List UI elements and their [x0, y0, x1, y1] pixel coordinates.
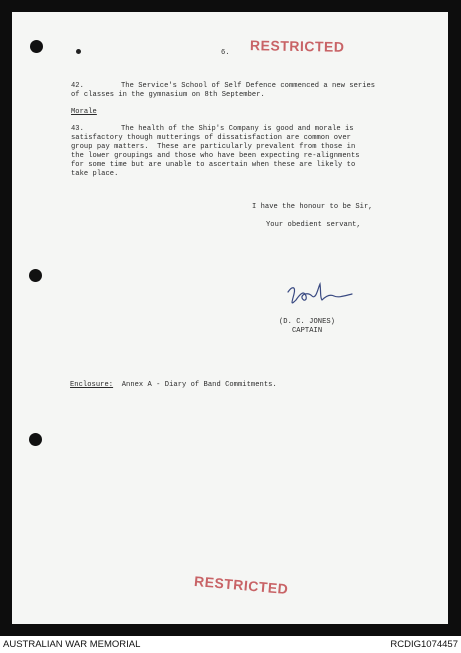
para43-number: 43.: [71, 125, 84, 133]
punch-hole: [30, 40, 43, 53]
restricted-stamp-bottom: RESTRICTED: [193, 572, 289, 598]
para43-line: the lower groupings and those who have been expecting re-alignments: [71, 152, 360, 160]
para43-line: take place.: [71, 170, 119, 178]
restricted-stamp-top: RESTRICTED: [249, 37, 345, 55]
document-page: [12, 12, 448, 624]
para42-line: of classes in the gymnasium on 8th September.: [71, 91, 265, 99]
para43-line: The health of the Ship's Company is good and morale is: [121, 125, 354, 133]
signatory-title: CAPTAIN: [292, 327, 323, 335]
punch-hole: [29, 269, 42, 282]
enclosure-label: Enclosure:: [70, 381, 114, 389]
footer-institution: AUSTRALIAN WAR MEMORIAL: [3, 639, 141, 650]
page-number: 6.: [221, 49, 230, 57]
punch-hole: [29, 433, 42, 446]
signature: [284, 280, 356, 310]
closing-line: Your obedient servant,: [266, 221, 361, 229]
enclosure-text: Annex A - Diary of Band Commitments.: [121, 381, 277, 389]
para42-number: 42.: [71, 82, 84, 90]
ink-mark: [76, 49, 81, 54]
closing-line: I have the honour to be Sir,: [252, 203, 373, 211]
para43-line: for some time but are unable to ascertain when these are likely to: [71, 161, 356, 169]
para43-line: group pay matters. These are particularly prevalent from those in: [71, 143, 356, 151]
footer-item-id: RCDIG1074457: [390, 639, 458, 650]
heading-morale: Morale: [71, 108, 97, 116]
signatory-name: (D. C. JONES): [279, 318, 335, 326]
para42-line: The Service's School of Self Defence commenced a new series: [121, 82, 376, 90]
archive-footer: [0, 636, 461, 653]
para43-line: satisfactory though mutterings of dissatisfaction are common over: [71, 134, 351, 142]
